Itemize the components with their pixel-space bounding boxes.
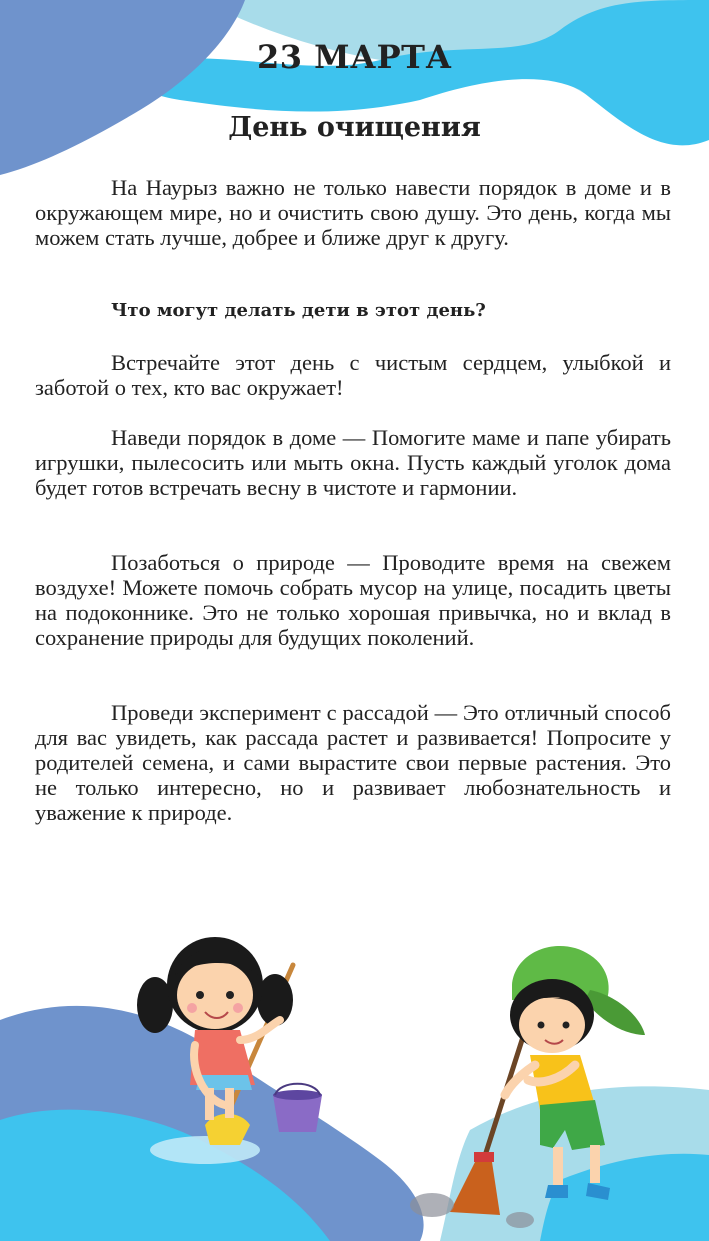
- water-puddle: [150, 1136, 260, 1164]
- intro-paragraph: На Наурыз важно не только навести порядок в доме и в окружающем мире, но и очистить свою душу. Это день, когда мы можем стать лучше, добрее и ближе друг к другу.: [35, 175, 671, 250]
- experiment-paragraph: Проведи эксперимент с рассадой — Это отличный способ для вас увидеть, как рассада растет и развивается! Попросите у родителей семена, и сами вырастите свои первые растения. Это не только интересно, но и развивает любознательность и уважение к природе.: [35, 700, 671, 825]
- home-paragraph: Наведи порядок в доме — Помогите маме и папе убирать игрушки, пылесосить или мыть окна. Пусть каждый уголок дома будет готов встречать весну в чистоте и гармонии.: [35, 425, 671, 500]
- greet-paragraph: Встречайте этот день с чистым сердцем, улыбкой и заботой о тех, кто вас окружает!: [35, 350, 671, 400]
- date-heading: 23 МАРТА: [256, 38, 453, 76]
- bucket-icon: [273, 1084, 322, 1132]
- nature-paragraph: Позаботься о природе — Проводите время на свежем воздухе! Можете помочь собрать мусор на улице, посадить цветы на подоконнике. Это не только хорошая привычка, но и вклад в сохранение природы для будущих поколений.: [35, 550, 671, 650]
- question-heading: Что могут делать дети в этот день?: [111, 300, 486, 321]
- page-title: День очищения: [228, 112, 481, 143]
